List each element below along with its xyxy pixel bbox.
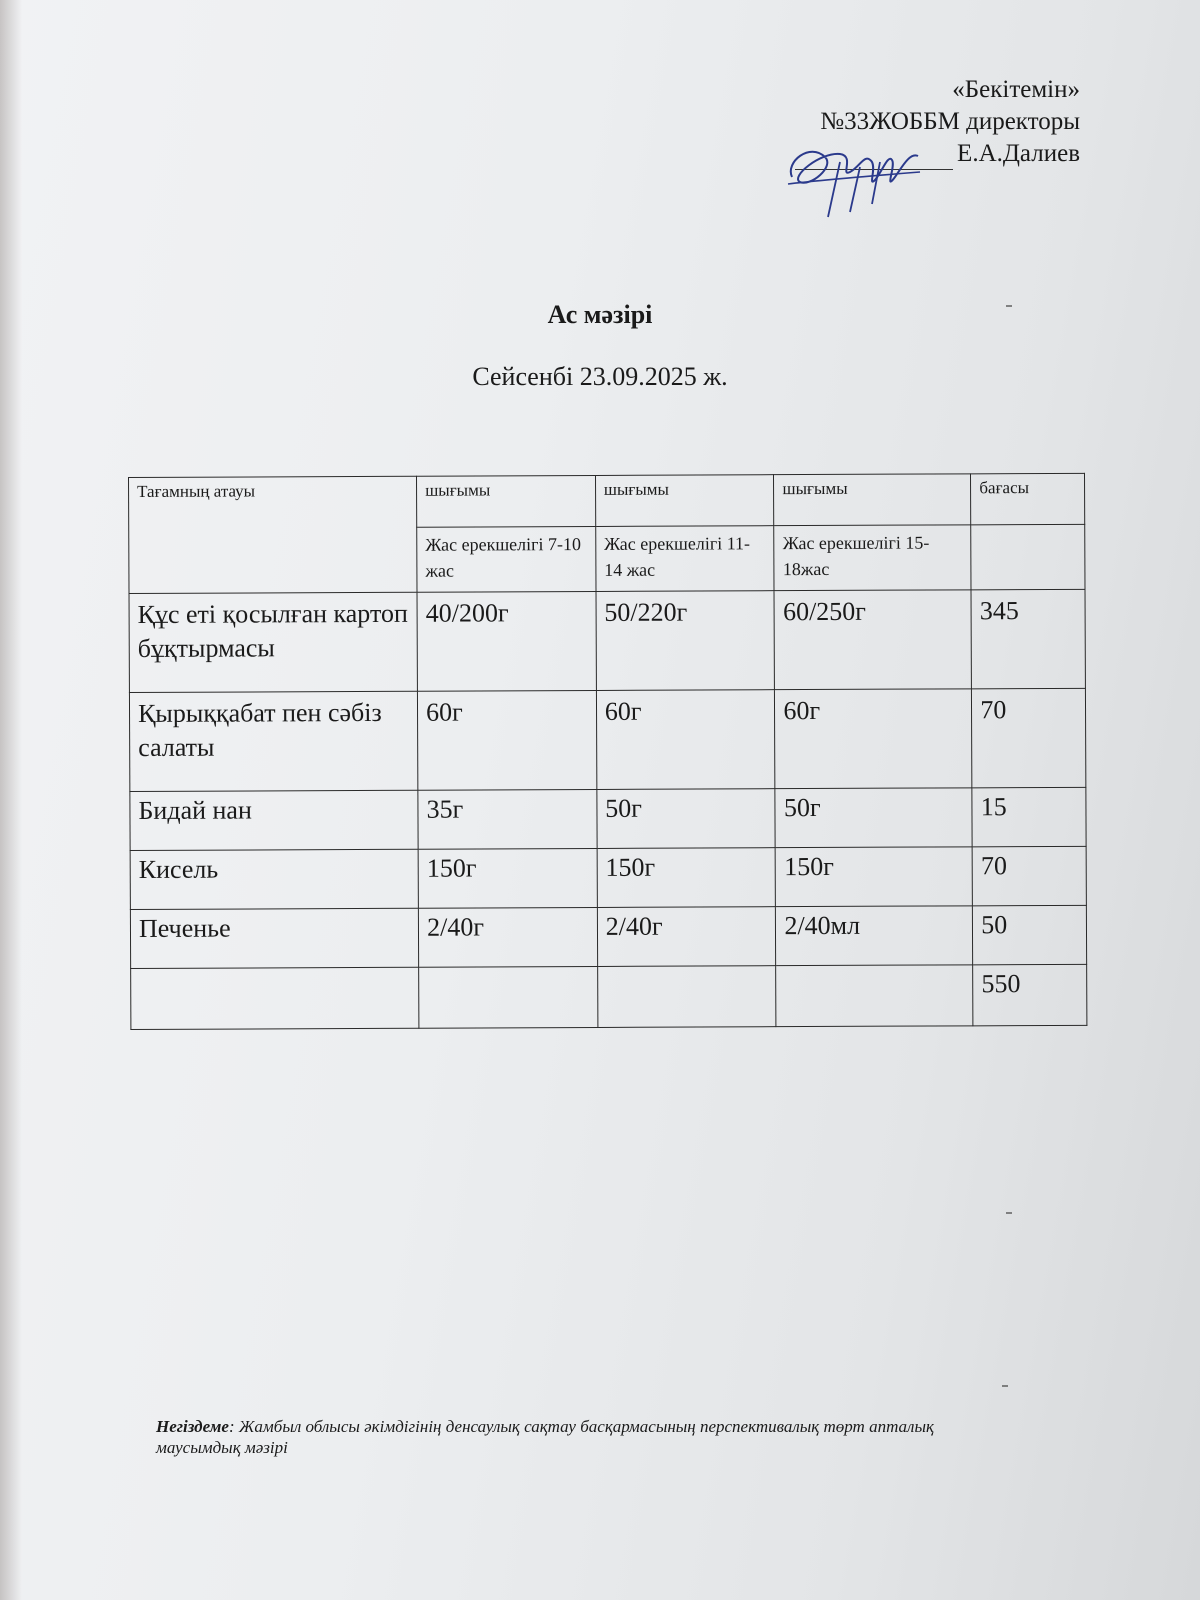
- paper-speck: [1006, 305, 1012, 307]
- footnote: [156, 1416, 1016, 1458]
- total-empty-b: [597, 966, 776, 1028]
- table-header-row: [129, 473, 1085, 528]
- table-total-row: [131, 964, 1087, 1029]
- dish-price: 70: [972, 846, 1086, 905]
- yield-11-14: 150г: [597, 848, 776, 908]
- subheader-age-11-14: Жас ерекшелігі 11-14 жас: [596, 526, 775, 592]
- yield-7-10: 2/40г: [418, 907, 597, 967]
- table-row: [129, 589, 1085, 692]
- yield-15-18: 150г: [776, 847, 973, 907]
- header-yield-3: шығымы: [774, 474, 971, 526]
- approval-position: №33ЖОББМ директоры: [820, 108, 1080, 135]
- paper-speck: [1006, 1212, 1012, 1214]
- menu-table: [128, 473, 1087, 1030]
- table-row: [130, 846, 1086, 909]
- yield-15-18: 60/250г: [774, 590, 971, 690]
- footnote-label: Негіздеме: [156, 1417, 229, 1436]
- director-name: Е.А.Далиев: [957, 140, 1080, 167]
- page-edge-shadow: [0, 0, 22, 1600]
- yield-11-14: 50г: [597, 789, 776, 849]
- yield-11-14: 2/40г: [597, 907, 776, 967]
- dish-name: Кисель: [130, 849, 418, 909]
- table-row: [129, 688, 1085, 791]
- dish-price: 15: [972, 787, 1086, 846]
- approval-title: «Бекітемін»: [952, 76, 1080, 103]
- handwritten-signature: [780, 132, 930, 222]
- yield-15-18: 60г: [775, 689, 972, 789]
- menu-date: Сейсенбі 23.09.2025 ж.: [472, 362, 728, 391]
- subheader-age-15-18: Жас ерекшелігі 15-18жас: [774, 525, 971, 591]
- dish-price: 50: [973, 905, 1087, 964]
- table-row: [130, 905, 1086, 968]
- dish-price: 70: [972, 688, 1086, 787]
- yield-11-14: 60г: [596, 690, 775, 790]
- total-empty-c: [776, 965, 973, 1027]
- header-price: бағасы: [971, 473, 1085, 524]
- yield-15-18: 2/40мл: [776, 906, 973, 966]
- yield-7-10: 35г: [418, 789, 597, 849]
- dish-name: Бидай нан: [130, 790, 418, 850]
- paper-speck: [1002, 1385, 1008, 1387]
- yield-7-10: 40/200г: [417, 591, 596, 691]
- header-yield-2: шығымы: [595, 475, 774, 527]
- yield-7-10: 60г: [418, 690, 597, 790]
- subheader-age-7-10: Жас ерекшелігі 7-10 жас: [417, 526, 596, 592]
- dish-name: Құс еті қосылған картоп бұқтырмасы: [129, 592, 418, 692]
- subheader-price-empty: [971, 524, 1085, 589]
- yield-7-10: 150г: [418, 848, 597, 908]
- total-empty-name: [131, 967, 419, 1029]
- header-dish-name: Тағамның атауы: [129, 476, 418, 593]
- dish-name: Қырыққабат пен сәбіз салаты: [129, 691, 418, 791]
- page-title: Ас мәзірі: [547, 300, 653, 329]
- dish-price: 345: [971, 589, 1085, 688]
- yield-15-18: 50г: [775, 788, 972, 848]
- header-yield-1: шығымы: [417, 475, 596, 527]
- table-row: [130, 787, 1086, 850]
- total-price: 550: [973, 964, 1087, 1025]
- footnote-text: : Жамбыл облысы әкімдігінің денсаулық сақтау басқармасының перспективалық төрт апталық маусымдық мәзірі: [156, 1417, 934, 1457]
- total-empty-a: [419, 966, 598, 1028]
- yield-11-14: 50/220г: [596, 591, 775, 691]
- dish-name: Печенье: [130, 908, 418, 968]
